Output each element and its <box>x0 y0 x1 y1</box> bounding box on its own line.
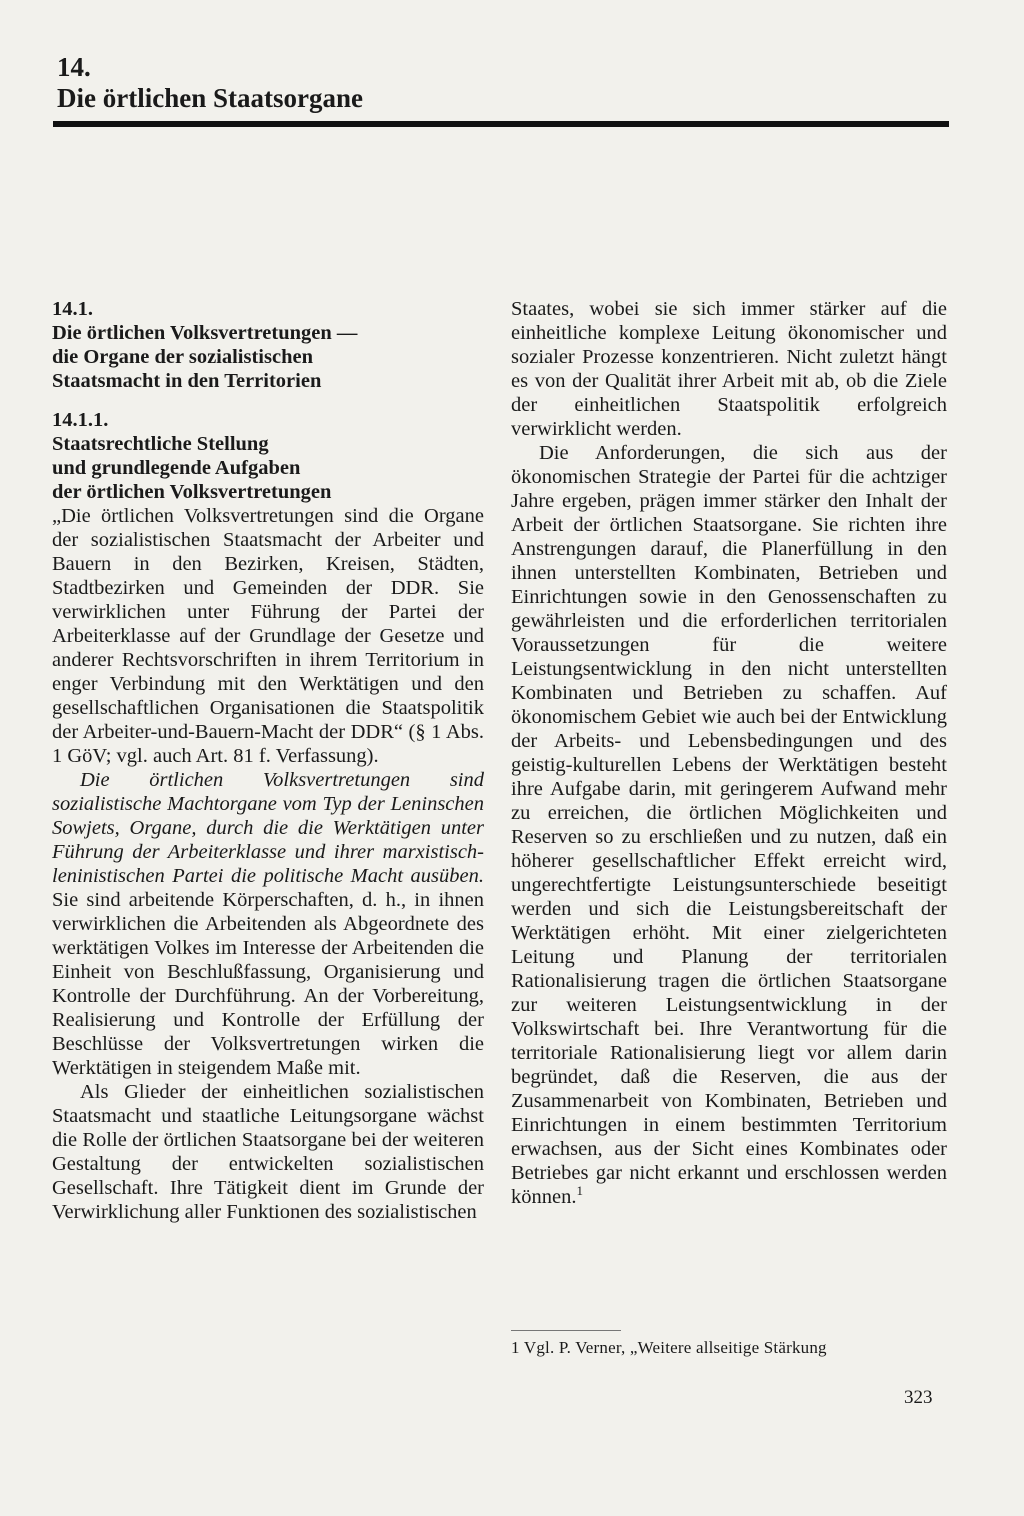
paragraph-text: Die Anforderungen, die sich aus der ökonomischen Strategie der Partei für die achtziger Jahre ergeben, prägen immer stärker den Inhalt der Arbeit der örtlichen Staatsorgane. Sie richten ihre Anstrengungen darauf, die Planerfüllung in den ihnen unterstellten Kombinaten, Betrieben und Einrichtungen sowie in den Genossenschaften zu gewährleisten und die erforderlichen territorialen Voraussetzungen für die weitere Leistungsentwicklung in den nicht unterstellten Kombinaten und Betrieben zu schaffen. Auf ökonomischem Gebiet wie auch bei der Entwicklung der Arbeits- und Lebensbedingungen und des geistig-kulturellen Lebens der Werktätigen besteht ihre Aufgabe darin, mit geringerem Aufwand mehr zu erreichen, die örtlichen Möglichkeiten und Reserven so zu erschließen und zu nutzen, daß ein höherer gesellschaftlicher Effekt erreicht wird, ungerechtfertigte Leistungsunterschiede beseitigt werden und sich die Leistungsbereitschaft der Werktätigen erhöht. Mit einer zielgerichteten Leitung und Planung der territorialen Rationalisierung tragen die örtlichen Staatsorgane zur weiteren Leistungsentwicklung in der Volkswirtschaft bei. Ihre Verantwortung für die territoriale Rationalisierung liegt vor allem darin begründet, daß die Reserven, die aus der Zusammenarbeit von Kombinaten, Betrieben und Einrichtungen in einem bestimmten Territorium erwachsen, aus der Sicht eines Kombinates oder Betriebes gar nicht erkannt und erschlossen werden können. <box>511 442 947 1208</box>
subsection-number: 14.1.1. <box>52 409 109 431</box>
footnote-marker[interactable]: 1 <box>576 1183 583 1199</box>
section-title-line: die Organe der sozialistischen <box>52 346 313 368</box>
paragraph: „Die örtlichen Volksvertretungen sind die Organe der sozialistischen Staatsmacht der Arbeiter und Bauern in den Bezirken, Kreisen, Städten, Stadtbezirken und Gemeinden der DDR. Sie verwirklichen unter Führung der Partei der Arbeiterklasse auf der Grundlage der Gesetze und anderer Rechtsvorschriften in ihrem Territorium in enger Verbindung mit den Werktätigen und den gesellschaftlichen Organisationen die Staatspolitik der Arbeiter-und-Bauern-Macht der DDR“ (§ 1 Abs. 1 GöV; vgl. auch Art. 81 f. Verfassung). <box>52 505 484 767</box>
section-number: 14.1. <box>52 298 93 320</box>
subsection-title-line: der örtlichen Volksvertretungen <box>52 481 332 503</box>
emphasis-text: Die örtlichen Volksvertretungen sind sozialistische Machtorgane vom Typ der Leninschen Sowjets, Organe, durch die die Werktätigen unter Führung der Arbeiterklasse und ihrer marxistisch-leninistischen Partei die politische Macht ausüben. <box>52 769 484 887</box>
section-title-line: Die örtlichen Volksvertretungen — <box>52 322 358 344</box>
footnote <box>511 1330 947 1359</box>
footnote-divider <box>511 1330 621 1331</box>
chapter-title: Die örtlichen Staatsorgane <box>57 83 363 113</box>
right-column <box>511 297 947 1209</box>
chapter-number: 14. <box>57 52 91 82</box>
paragraph <box>511 441 947 1209</box>
paragraph: Als Glieder der einheitlichen sozialistischen Staatsmacht und staatliche Leitungsorgane wächst die Rolle der örtlichen Staatsorgane bei der weiteren Gestaltung der entwickelten sozialistischen Gesellschaft. Ihre Tätigkeit dient im Grunde der Verwirklichung aller Funktionen des sozialistischen <box>52 1081 484 1223</box>
paragraph <box>52 768 484 1080</box>
section-title-line: Staatsmacht in den Territorien <box>52 370 322 392</box>
paragraph-text: Sie sind arbeitende Körperschaften, d. h., in ihnen verwirklichen die Arbeitenden als Abgeordnete des werktätigen Volkes im Interesse der Arbeitenden die Einheit von Beschlußfassung, Organisierung und Kontrolle der Durchführung. An der Vorbereitung, Realisierung und Kontrolle der Erfüllung der Beschlüsse der Volksvertretungen wirken die Werktätigen in steigendem Maße mit. <box>52 889 484 1079</box>
section-heading <box>52 297 484 393</box>
paragraph: Staates, wobei sie sich immer stärker auf die einheitliche komplexe Leitung ökonomischer und sozialer Prozesse konzentrieren. Nicht zuletzt hängt es von der Qualität ihrer Arbeit mit ab, ob die Ziele der einheitlichen Staatspolitik erfolgreich verwirklicht werden. <box>511 298 947 440</box>
page-number: 323 <box>904 1387 933 1408</box>
chapter-divider <box>53 121 949 127</box>
footnote-text: 1 Vgl. P. Verner, „Weitere allseitige Stärkung <box>511 1338 827 1357</box>
subsection-title-line: und grundlegende Aufgaben <box>52 457 301 479</box>
left-column <box>52 297 484 1224</box>
subsection-title-line: Staatsrechtliche Stellung <box>52 433 269 455</box>
subsection-heading <box>52 408 484 504</box>
